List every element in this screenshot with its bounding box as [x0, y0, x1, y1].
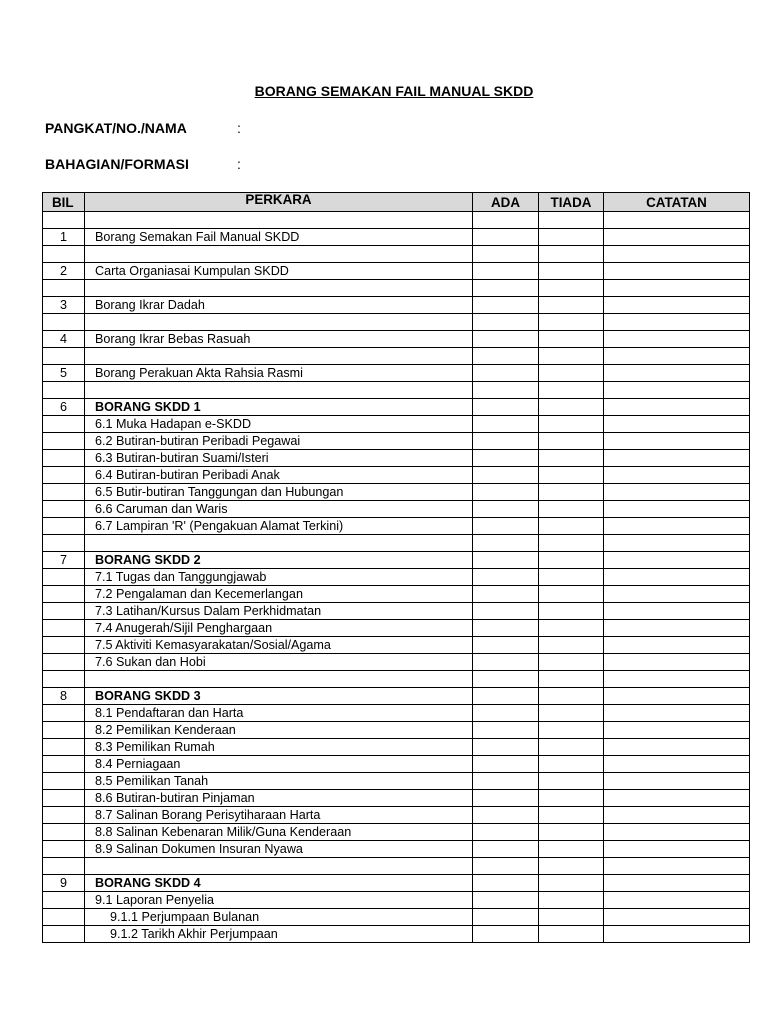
table-row: [43, 926, 750, 943]
field-bahagian-formasi: [45, 156, 241, 172]
cell-bil: [43, 926, 85, 943]
cell-bil: [43, 824, 85, 841]
table-row: [43, 569, 750, 586]
cell-ada[interactable]: [473, 637, 539, 654]
table-row: [43, 773, 750, 790]
cell-ada[interactable]: [473, 892, 539, 909]
cell-perkara: BORANG SKDD 1: [85, 399, 473, 416]
cell-catatan[interactable]: [604, 297, 750, 314]
cell-ada[interactable]: [473, 331, 539, 348]
cell-catatan[interactable]: [604, 620, 750, 637]
cell-catatan[interactable]: [604, 892, 750, 909]
cell-perkara: 8.9 Salinan Dokumen Insuran Nyawa: [85, 841, 473, 858]
cell-tiada[interactable]: [539, 705, 604, 722]
cell-catatan[interactable]: [604, 688, 750, 705]
cell-tiada[interactable]: [539, 620, 604, 637]
table-row: [43, 756, 750, 773]
cell-catatan[interactable]: [604, 569, 750, 586]
field-label: PANGKAT/NO./NAMA: [45, 120, 187, 136]
cell-catatan[interactable]: [604, 433, 750, 450]
table-row: [43, 501, 750, 518]
cell-ada[interactable]: [473, 297, 539, 314]
cell-bil: [43, 484, 85, 501]
cell-perkara: 7.3 Latihan/Kursus Dalam Perkhidmatan: [85, 603, 473, 620]
cell-catatan[interactable]: [604, 807, 750, 824]
document-title: BORANG SEMAKAN FAIL MANUAL SKDD: [254, 83, 534, 99]
cell-catatan[interactable]: [604, 705, 750, 722]
cell-tiada[interactable]: [539, 756, 604, 773]
cell-tiada[interactable]: [539, 399, 604, 416]
cell-perkara: Borang Perakuan Akta Rahsia Rasmi: [85, 365, 473, 382]
cell-tiada[interactable]: [539, 790, 604, 807]
cell-perkara: [85, 348, 473, 365]
cell-ada[interactable]: [473, 433, 539, 450]
cell-ada[interactable]: [473, 722, 539, 739]
cell-ada[interactable]: [473, 246, 539, 263]
cell-catatan[interactable]: [604, 654, 750, 671]
cell-tiada[interactable]: [539, 331, 604, 348]
cell-ada[interactable]: [473, 501, 539, 518]
cell-perkara: 8.6 Butiran-butiran Pinjaman: [85, 790, 473, 807]
cell-perkara: 6.3 Butiran-butiran Suami/Isteri: [85, 450, 473, 467]
cell-bil: [43, 756, 85, 773]
cell-tiada[interactable]: [539, 773, 604, 790]
cell-perkara: 8.3 Pemilikan Rumah: [85, 739, 473, 756]
cell-tiada[interactable]: [539, 722, 604, 739]
cell-bil: [43, 280, 85, 297]
table-row: [43, 739, 750, 756]
cell-perkara: 9.1 Laporan Penyelia: [85, 892, 473, 909]
cell-bil: 8: [43, 688, 85, 705]
cell-tiada[interactable]: [539, 637, 604, 654]
cell-bil: [43, 637, 85, 654]
cell-catatan[interactable]: [604, 858, 750, 875]
cell-tiada[interactable]: [539, 297, 604, 314]
cell-catatan[interactable]: [604, 790, 750, 807]
cell-tiada[interactable]: [539, 552, 604, 569]
cell-ada[interactable]: [473, 450, 539, 467]
cell-perkara: 8.4 Perniagaan: [85, 756, 473, 773]
cell-ada[interactable]: [473, 705, 539, 722]
table-row: [43, 280, 750, 297]
cell-catatan[interactable]: [604, 773, 750, 790]
cell-perkara: [85, 858, 473, 875]
cell-ada[interactable]: [473, 858, 539, 875]
cell-bil: [43, 212, 85, 229]
cell-bil: [43, 450, 85, 467]
cell-ada[interactable]: [473, 654, 539, 671]
cell-tiada[interactable]: [539, 858, 604, 875]
cell-ada[interactable]: [473, 773, 539, 790]
header-ada: ADA: [473, 193, 539, 212]
table-row: [43, 518, 750, 535]
cell-tiada[interactable]: [539, 246, 604, 263]
cell-perkara: [85, 671, 473, 688]
cell-bil: [43, 671, 85, 688]
cell-perkara: Carta Organiasai Kumpulan SKDD: [85, 263, 473, 280]
cell-perkara: 8.8 Salinan Kebenaran Milik/Guna Kenderaan: [85, 824, 473, 841]
cell-tiada[interactable]: [539, 450, 604, 467]
table-row: [43, 314, 750, 331]
cell-bil: [43, 246, 85, 263]
cell-perkara: 9.1.2 Tarikh Akhir Perjumpaan: [85, 926, 473, 943]
cell-perkara: BORANG SKDD 3: [85, 688, 473, 705]
cell-bil: [43, 909, 85, 926]
table-row: [43, 535, 750, 552]
cell-bil: [43, 603, 85, 620]
cell-catatan[interactable]: [604, 280, 750, 297]
table-row: [43, 892, 750, 909]
cell-tiada[interactable]: [539, 824, 604, 841]
cell-ada[interactable]: [473, 875, 539, 892]
cell-perkara: 6.7 Lampiran 'R' (Pengakuan Alamat Terkini): [85, 518, 473, 535]
cell-bil: [43, 501, 85, 518]
cell-perkara: BORANG SKDD 4: [85, 875, 473, 892]
header-catatan: CATATAN: [604, 193, 750, 212]
cell-perkara: 6.1 Muka Hadapan e-SKDD: [85, 416, 473, 433]
cell-bil: 7: [43, 552, 85, 569]
cell-catatan[interactable]: [604, 229, 750, 246]
cell-perkara: Borang Semakan Fail Manual SKDD: [85, 229, 473, 246]
table-row: [43, 331, 750, 348]
cell-ada[interactable]: [473, 348, 539, 365]
cell-ada[interactable]: [473, 841, 539, 858]
table-row: [43, 722, 750, 739]
cell-catatan[interactable]: [604, 909, 750, 926]
cell-ada[interactable]: [473, 569, 539, 586]
cell-catatan[interactable]: [604, 416, 750, 433]
header-tiada: TIADA: [539, 193, 604, 212]
cell-bil: [43, 569, 85, 586]
cell-ada[interactable]: [473, 484, 539, 501]
cell-perkara: 9.1.1 Perjumpaan Bulanan: [85, 909, 473, 926]
cell-bil: [43, 467, 85, 484]
cell-bil: [43, 314, 85, 331]
cell-ada[interactable]: [473, 620, 539, 637]
cell-ada[interactable]: [473, 671, 539, 688]
cell-ada[interactable]: [473, 382, 539, 399]
cell-catatan[interactable]: [604, 926, 750, 943]
cell-perkara: 7.1 Tugas dan Tanggungjawab: [85, 569, 473, 586]
cell-ada[interactable]: [473, 280, 539, 297]
cell-perkara: [85, 212, 473, 229]
cell-perkara: [85, 535, 473, 552]
cell-catatan[interactable]: [604, 348, 750, 365]
cell-perkara: BORANG SKDD 2: [85, 552, 473, 569]
cell-perkara: 6.5 Butir-butiran Tanggungan dan Hubungan: [85, 484, 473, 501]
cell-bil: [43, 518, 85, 535]
cell-perkara: 7.2 Pengalaman dan Kecemerlangan: [85, 586, 473, 603]
table-row: [43, 382, 750, 399]
cell-ada[interactable]: [473, 552, 539, 569]
cell-bil: [43, 722, 85, 739]
cell-tiada[interactable]: [539, 280, 604, 297]
cell-bil: [43, 654, 85, 671]
cell-bil: 9: [43, 875, 85, 892]
cell-catatan[interactable]: [604, 331, 750, 348]
table-row: [43, 654, 750, 671]
header-perkara: PERKARA: [85, 193, 473, 212]
cell-ada[interactable]: [473, 365, 539, 382]
table-row: [43, 637, 750, 654]
table-row: [43, 824, 750, 841]
cell-bil: 2: [43, 263, 85, 280]
cell-perkara: Borang Ikrar Dadah: [85, 297, 473, 314]
cell-catatan[interactable]: [604, 365, 750, 382]
cell-catatan[interactable]: [604, 399, 750, 416]
table-row: [43, 875, 750, 892]
cell-tiada[interactable]: [539, 535, 604, 552]
cell-bil: [43, 416, 85, 433]
cell-bil: [43, 382, 85, 399]
table-row: [43, 416, 750, 433]
cell-bil: 4: [43, 331, 85, 348]
cell-tiada[interactable]: [539, 518, 604, 535]
table-row: [43, 263, 750, 280]
cell-tiada[interactable]: [539, 586, 604, 603]
cell-ada[interactable]: [473, 909, 539, 926]
cell-ada[interactable]: [473, 807, 539, 824]
cell-catatan[interactable]: [604, 739, 750, 756]
cell-perkara: Borang Ikrar Bebas Rasuah: [85, 331, 473, 348]
cell-perkara: 6.6 Caruman dan Waris: [85, 501, 473, 518]
cell-perkara: 6.2 Butiran-butiran Peribadi Pegawai: [85, 433, 473, 450]
cell-tiada[interactable]: [539, 671, 604, 688]
cell-perkara: [85, 314, 473, 331]
cell-catatan[interactable]: [604, 467, 750, 484]
table-row: [43, 433, 750, 450]
cell-catatan[interactable]: [604, 756, 750, 773]
cell-bil: [43, 348, 85, 365]
cell-catatan[interactable]: [604, 246, 750, 263]
cell-tiada[interactable]: [539, 807, 604, 824]
cell-tiada[interactable]: [539, 433, 604, 450]
cell-catatan[interactable]: [604, 382, 750, 399]
cell-catatan[interactable]: [604, 552, 750, 569]
field-pangkat-no-nama: [45, 120, 241, 136]
cell-ada[interactable]: [473, 824, 539, 841]
cell-catatan[interactable]: [604, 671, 750, 688]
table-row: [43, 841, 750, 858]
cell-ada[interactable]: [473, 263, 539, 280]
header-bil: BIL: [43, 193, 85, 212]
cell-tiada[interactable]: [539, 229, 604, 246]
cell-tiada[interactable]: [539, 382, 604, 399]
table-row: [43, 586, 750, 603]
table-row: [43, 807, 750, 824]
table-row: [43, 365, 750, 382]
cell-bil: [43, 705, 85, 722]
cell-bil: [43, 620, 85, 637]
table-row: [43, 229, 750, 246]
cell-perkara: 7.5 Aktiviti Kemasyarakatan/Sosial/Agama: [85, 637, 473, 654]
table-row: [43, 552, 750, 569]
cell-tiada[interactable]: [539, 212, 604, 229]
cell-tiada[interactable]: [539, 569, 604, 586]
cell-perkara: [85, 382, 473, 399]
cell-ada[interactable]: [473, 399, 539, 416]
cell-perkara: [85, 280, 473, 297]
cell-catatan[interactable]: [604, 824, 750, 841]
cell-tiada[interactable]: [539, 348, 604, 365]
cell-ada[interactable]: [473, 586, 539, 603]
cell-catatan[interactable]: [604, 535, 750, 552]
field-label: BAHAGIAN/FORMASI: [45, 156, 189, 172]
cell-tiada[interactable]: [539, 365, 604, 382]
cell-bil: [43, 586, 85, 603]
cell-bil: [43, 739, 85, 756]
cell-tiada[interactable]: [539, 263, 604, 280]
table-row: [43, 467, 750, 484]
checklist-body: [43, 212, 750, 943]
table-row: [43, 688, 750, 705]
table-header-row: [43, 193, 750, 212]
cell-bil: 1: [43, 229, 85, 246]
table-row: [43, 858, 750, 875]
cell-catatan[interactable]: [604, 501, 750, 518]
cell-ada[interactable]: [473, 926, 539, 943]
cell-tiada[interactable]: [539, 926, 604, 943]
table-row: [43, 790, 750, 807]
cell-bil: [43, 807, 85, 824]
cell-tiada[interactable]: [539, 654, 604, 671]
cell-ada[interactable]: [473, 739, 539, 756]
cell-catatan[interactable]: [604, 722, 750, 739]
cell-catatan[interactable]: [604, 314, 750, 331]
cell-ada[interactable]: [473, 229, 539, 246]
cell-bil: 6: [43, 399, 85, 416]
cell-tiada[interactable]: [539, 416, 604, 433]
cell-ada[interactable]: [473, 756, 539, 773]
cell-ada[interactable]: [473, 314, 539, 331]
cell-catatan[interactable]: [604, 212, 750, 229]
cell-ada[interactable]: [473, 467, 539, 484]
field-separator: :: [237, 156, 241, 172]
cell-perkara: 8.1 Pendaftaran dan Harta: [85, 705, 473, 722]
cell-perkara: 6.4 Butiran-butiran Peribadi Anak: [85, 467, 473, 484]
cell-bil: [43, 773, 85, 790]
table-row: [43, 399, 750, 416]
cell-ada[interactable]: [473, 688, 539, 705]
table-row: [43, 671, 750, 688]
cell-catatan[interactable]: [604, 637, 750, 654]
cell-catatan[interactable]: [604, 518, 750, 535]
cell-ada[interactable]: [473, 416, 539, 433]
cell-bil: [43, 892, 85, 909]
table-row: [43, 246, 750, 263]
cell-tiada[interactable]: [539, 484, 604, 501]
cell-ada[interactable]: [473, 535, 539, 552]
cell-tiada[interactable]: [539, 501, 604, 518]
cell-catatan[interactable]: [604, 875, 750, 892]
table-row: [43, 603, 750, 620]
cell-bil: 5: [43, 365, 85, 382]
cell-perkara: 8.7 Salinan Borang Perisytiharaan Harta: [85, 807, 473, 824]
cell-bil: 3: [43, 297, 85, 314]
cell-ada[interactable]: [473, 212, 539, 229]
cell-perkara: 7.6 Sukan dan Hobi: [85, 654, 473, 671]
table-row: [43, 705, 750, 722]
cell-tiada[interactable]: [539, 467, 604, 484]
cell-catatan[interactable]: [604, 450, 750, 467]
cell-ada[interactable]: [473, 518, 539, 535]
cell-bil: [43, 535, 85, 552]
checklist-table: [42, 192, 750, 943]
table-row: [43, 620, 750, 637]
cell-catatan[interactable]: [604, 484, 750, 501]
cell-bil: [43, 433, 85, 450]
cell-ada[interactable]: [473, 603, 539, 620]
cell-catatan[interactable]: [604, 263, 750, 280]
cell-tiada[interactable]: [539, 892, 604, 909]
cell-tiada[interactable]: [539, 841, 604, 858]
cell-ada[interactable]: [473, 790, 539, 807]
table-row: [43, 450, 750, 467]
cell-catatan[interactable]: [604, 603, 750, 620]
cell-perkara: 8.5 Pemilikan Tanah: [85, 773, 473, 790]
cell-perkara: [85, 246, 473, 263]
cell-tiada[interactable]: [539, 875, 604, 892]
cell-perkara: 7.4 Anugerah/Sijil Penghargaan: [85, 620, 473, 637]
cell-catatan[interactable]: [604, 586, 750, 603]
cell-bil: [43, 858, 85, 875]
cell-tiada[interactable]: [539, 314, 604, 331]
cell-tiada[interactable]: [539, 688, 604, 705]
cell-catatan[interactable]: [604, 841, 750, 858]
cell-bil: [43, 790, 85, 807]
cell-tiada[interactable]: [539, 739, 604, 756]
cell-tiada[interactable]: [539, 603, 604, 620]
table-row: [43, 297, 750, 314]
cell-tiada[interactable]: [539, 909, 604, 926]
field-separator: :: [237, 120, 241, 136]
table-row: [43, 348, 750, 365]
table-row: [43, 484, 750, 501]
cell-bil: [43, 841, 85, 858]
table-row: [43, 909, 750, 926]
table-row: [43, 212, 750, 229]
cell-perkara: 8.2 Pemilikan Kenderaan: [85, 722, 473, 739]
